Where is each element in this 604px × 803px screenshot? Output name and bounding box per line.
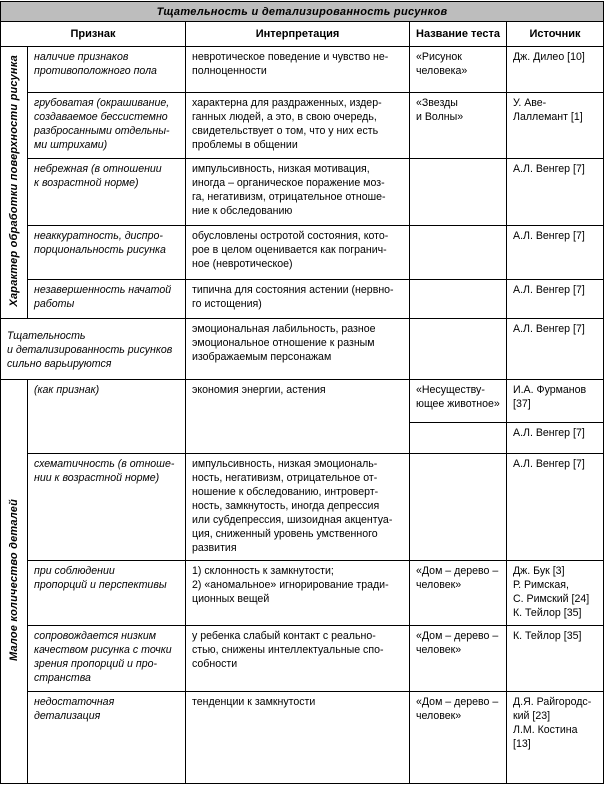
row-source: И.А. Фурманов [37] — [507, 380, 604, 423]
row-sign: (как признак) — [28, 380, 186, 454]
row-test: «Дом – дерево – человек» — [410, 626, 507, 692]
row-sign: Тщательность и детализированность рисунков сильно варьируются — [1, 319, 186, 380]
row-interpretation: эмоциональная лабильность, разное эмоциональное отношение к разным изображаемым персонажам — [186, 319, 410, 380]
row-test — [410, 319, 507, 380]
row-sign: схематичность (в отноше- нии к возрастной норме) — [28, 454, 186, 561]
row-test — [410, 280, 507, 319]
row-sign: неаккуратность, диспро- порциональность рисунка — [28, 226, 186, 280]
header-sign: Признак — [1, 22, 186, 47]
row-test — [410, 159, 507, 226]
row-source: Д.Я. Райгородс- кий [23] Л.М. Костина [13] — [507, 692, 604, 784]
row-source: А.Л. Венгер [7] — [507, 280, 604, 319]
row-source: А.Л. Венгер [7] — [507, 319, 604, 380]
row-interpretation: у ребенка слабый контакт с реально- стью, снижены интеллектуальные спо- собности — [186, 626, 410, 692]
row-sign: незавершенность начатой работы — [28, 280, 186, 319]
row-source: У. Аве- Лаллемант [1] — [507, 93, 604, 159]
row-sign: наличие признаков противоположного пола — [28, 47, 186, 93]
group-label-surface: Характер обработки поверхности рисунка — [1, 47, 28, 319]
row-source: А.Л. Венгер [7] — [507, 423, 604, 454]
row-test — [410, 454, 507, 561]
row-source: А.Л. Венгер [7] — [507, 226, 604, 280]
row-test: «Рисунок человека» — [410, 47, 507, 93]
row-sign: недостаточная детализация — [28, 692, 186, 784]
row-interpretation: импульсивность, низкая эмоциональ- ность, негативизм, отрицательное от- ношение к обследованию, интроверт- ность, замкнутость, иногда депрессия или субдепрессия, шизоидная акцентуа- ция, сниженный уровень умственного развития — [186, 454, 410, 561]
row-interpretation: экономия энергии, астения — [186, 380, 410, 454]
header-test: Название теста — [410, 22, 507, 47]
row-sign: сопровождается низким качеством рисунка с точки зрения пропорций и про- странства — [28, 626, 186, 692]
row-source: А.Л. Венгер [7] — [507, 454, 604, 561]
row-test: «Дом – дерево – человек» — [410, 561, 507, 626]
row-sign: при соблюдении пропорций и перспективы — [28, 561, 186, 626]
header-interpretation: Интерпретация — [186, 22, 410, 47]
row-source: К. Тейлор [35] — [507, 626, 604, 692]
row-interpretation: обусловлены остротой состояния, кото- рое в целом оценивается как погранич- ное (невротическое) — [186, 226, 410, 280]
row-interpretation: типична для состояния астении (нервно- го истощения) — [186, 280, 410, 319]
row-test: «Звезды и Волны» — [410, 93, 507, 159]
row-source: А.Л. Венгер [7] — [507, 159, 604, 226]
group-label-few-details: Малое количество деталей — [1, 380, 28, 784]
row-interpretation: тенденции к замкнутости — [186, 692, 410, 784]
row-test-empty — [410, 423, 507, 454]
row-source: Дж. Дилео [10] — [507, 47, 604, 93]
row-test: «Несуществу- ющее животное» — [410, 380, 507, 423]
row-interpretation: невротическое поведение и чувство не- полноценности — [186, 47, 410, 93]
row-sign: грубоватая (окрашивание, создаваемое бессистемно разбросанными отдельны- ми штрихами) — [28, 93, 186, 159]
row-test: «Дом – дерево – человек» — [410, 692, 507, 784]
row-source: Дж. Бук [3] Р. Римская, С. Римский [24] К. Тейлор [35] — [507, 561, 604, 626]
row-sign: небрежная (в отношении к возрастной норме) — [28, 159, 186, 226]
header-source: Источник — [507, 22, 604, 47]
row-test — [410, 226, 507, 280]
table-title: Тщательность и детализированность рисунков — [1, 2, 604, 22]
details-table — [0, 1, 604, 784]
row-interpretation: импульсивность, низкая мотивация, иногда – органическое поражение моз- га, негативизм, отрицательное отноше- ние к обследованию — [186, 159, 410, 226]
row-interpretation: характерна для раздраженных, издер- ганных людей, а это, в свою очередь, свидетельствует о том, что у них есть проблемы в общении — [186, 93, 410, 159]
row-interpretation: 1) склонность к замкнутости; 2) «аномальное» игнорирование тради- ционных вещей — [186, 561, 410, 626]
